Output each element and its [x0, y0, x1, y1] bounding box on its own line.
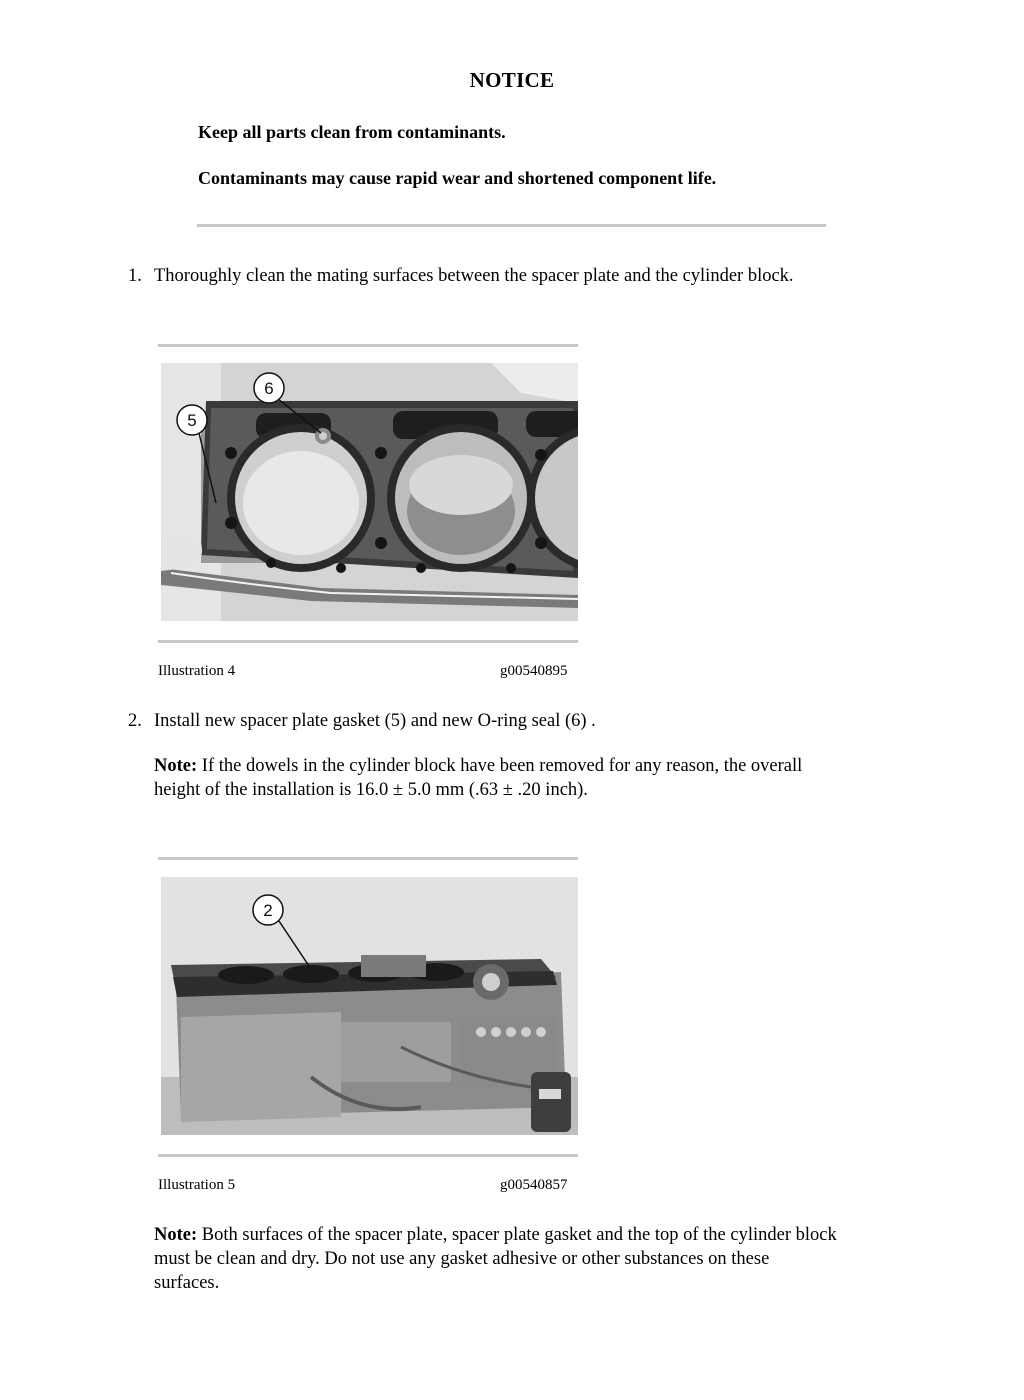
note-clean-surfaces: [154, 1223, 934, 1295]
illustration-4-callout-6: 6: [264, 379, 274, 398]
illustration-4-id: g00540895: [500, 663, 568, 679]
notice-title: NOTICE: [469, 68, 555, 92]
note-dowel-height: [154, 754, 934, 802]
step-1: [128, 264, 794, 288]
illustration-5-bottom-rule: [158, 1154, 578, 1157]
note-1-line-2: height of the installation is 16.0 ± 5.0 mm (.63 ± .20 inch).: [154, 780, 588, 800]
notice-line-2: Contaminants may cause rapid wear and shortened component life.: [198, 168, 717, 188]
illustration-5-photo: [161, 877, 578, 1135]
step-2-number: 2.: [128, 711, 142, 731]
step-2: [128, 709, 596, 733]
illustration-5-top-rule: [158, 857, 578, 860]
illustration-4-caption: Illustration 4: [158, 663, 236, 679]
notice-divider: [197, 224, 826, 227]
note-2-line-1: Both surfaces of the spacer plate, spacer plate gasket and the top of the cylinder block: [201, 1225, 837, 1245]
illustration-4-callout-5: 5: [187, 411, 197, 430]
notice-line-1: Keep all parts clean from contaminants.: [198, 122, 506, 142]
note-2-line-3: surfaces.: [154, 1273, 220, 1293]
step-2-text: Install new spacer plate gasket (5) and new O-ring seal (6) .: [154, 711, 596, 731]
illustration-4-top-rule: [158, 344, 578, 347]
illustration-5-id: g00540857: [500, 1177, 568, 1193]
note-2-label: Note:: [154, 1225, 198, 1245]
note-1-line-1: If the dowels in the cylinder block have been removed for any reason, the overall: [201, 756, 803, 776]
illustration-5-callout-2: 2: [263, 901, 273, 920]
illustration-5-caption: Illustration 5: [158, 1177, 236, 1193]
step-1-text: Thoroughly clean the mating surfaces between the spacer plate and the cylinder block.: [154, 266, 794, 286]
note-2-line-2: must be clean and dry. Do not use any gasket adhesive or other substances on these: [154, 1249, 770, 1269]
illustration-4-photo: [161, 363, 578, 621]
note-1-label: Note:: [154, 756, 198, 776]
step-1-number: 1.: [128, 266, 142, 286]
illustration-4-bottom-rule: [158, 640, 578, 643]
